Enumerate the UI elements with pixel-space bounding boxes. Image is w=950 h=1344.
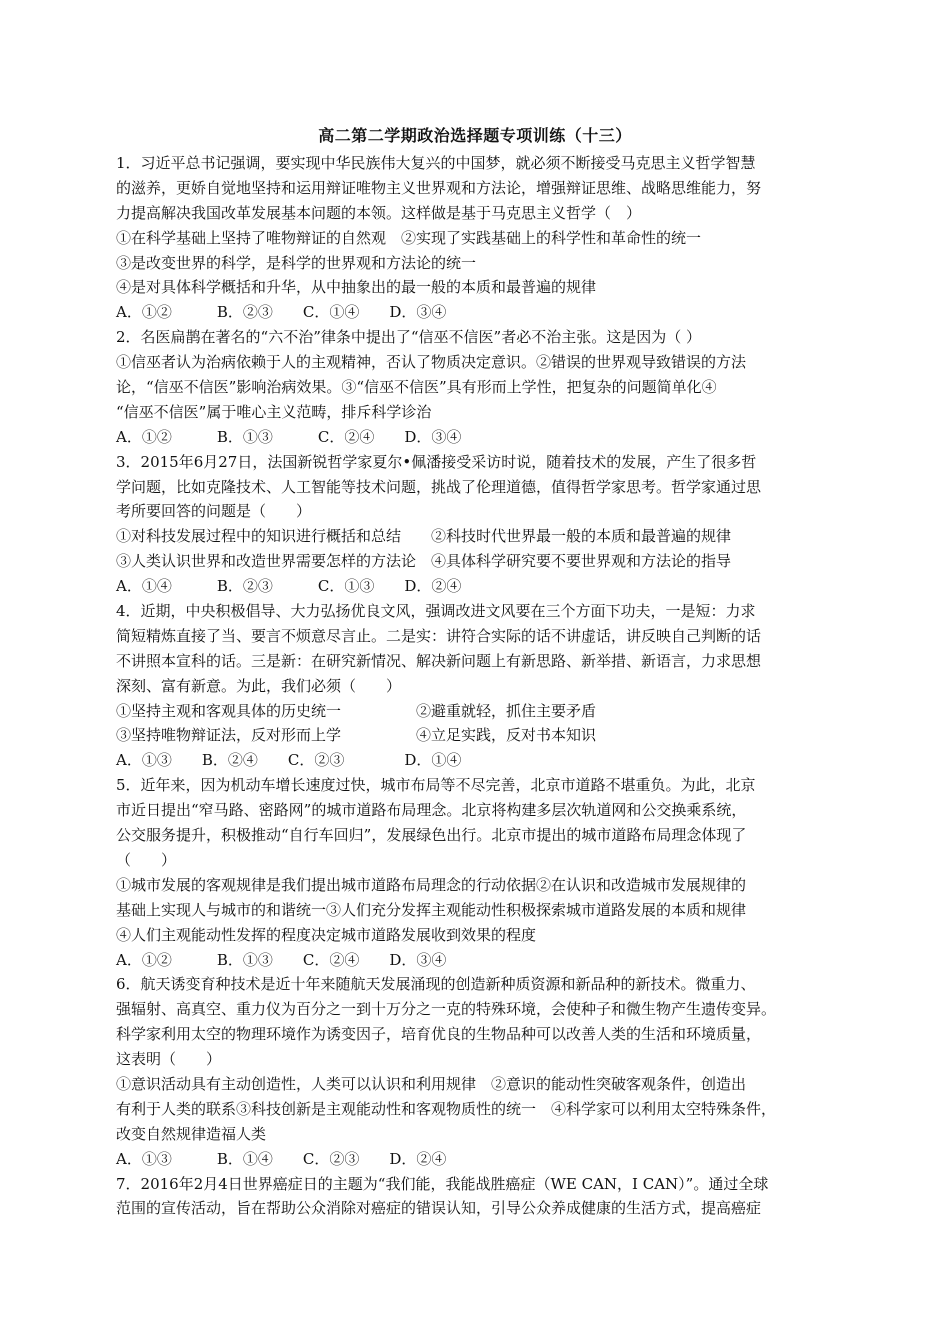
text-line: ④人们主观能动性发挥的程度决定城市道路发展收到效果的程度: [116, 925, 537, 944]
text-line: 有利于人类的联系③科技创新是主观能动性和客观物质性的统一 ④科学家可以利用太空特殊条件，: [116, 1099, 777, 1118]
page-title: 高二第二学期政治选择题专项训练（十三）: [318, 126, 632, 145]
text-line: 论，“信巫不信医”影响治病效果。③“信巫不信医”具有形而上学性，把复杂的问题简单化④: [116, 378, 717, 397]
text-line: 6．航天诱变育种技术是近十年来随航天发展涌现的创造新种质资源和新品种的新技术。微重力、: [116, 975, 756, 994]
text-line: 2．名医扁鹊在著名的“六不治”律条中提出了“信巫不信医”者必不治主张。这是因为（ ）: [116, 328, 701, 347]
text-line: 7．2016年2月4日世界癌症日的主题为“我们能，我能战胜癌症（WE CAN，I CAN）”。通过全球: [116, 1174, 769, 1193]
text-line: 考所要回答的问题是（ ）: [116, 502, 312, 521]
answer-options: A．①③ B．①④ C．②③ D．②④: [116, 1149, 447, 1168]
question-body: [116, 151, 846, 1221]
text-line: ③是改变世界的科学，是科学的世界观和方法论的统一: [116, 253, 477, 272]
text-line: 简短精炼直接了当、要言不烦意尽言止。二是实：讲符合实际的话不讲虚话，讲反映自己判断的话: [116, 626, 762, 645]
text-line: 科学家利用太空的物理环境作为诱变因子，培育优良的生物品种可以改善人类的生活和环境质量，: [116, 1025, 762, 1044]
text-line: 不讲照本宣科的话。三是新：在研究新情况、解决新问题上有新思路、新举措、新语言，力求思想: [116, 651, 762, 670]
text-line: 1．习近平总书记强调，要实现中华民族伟大复兴的中国梦，就必须不断接受马克思主义哲学智慧: [116, 154, 756, 172]
text-line: ①对科技发展过程中的知识进行概括和总结 ②科技时代世界最一般的本质和最普遍的规律: [116, 527, 732, 546]
answer-options: A．①② B．①③ C．②④ D．③④: [116, 427, 462, 446]
text-line: ①意识活动具有主动创造性，人类可以认识和利用规律 ②意识的能动性突破客观条件，创造出: [116, 1074, 747, 1093]
text-line: 这表明（ ）: [116, 1050, 222, 1069]
text-line: ①在科学基础上坚持了唯物辩证的自然观 ②实现了实践基础上的科学性和革命性的统一: [116, 228, 702, 247]
text-line: ③人类认识世界和改造世界需要怎样的方法论 ④具体科学研究要不要世界观和方法论的指导: [116, 552, 732, 571]
text-line: 的滋养，更娇自觉地坚持和运用辩证唯物主义世界观和方法论，增强辩证思维、战略思维能力，努: [116, 178, 762, 197]
text-line: ①信巫者认为治病依赖于人的主观精神，否认了物质决定意识。②错误的世界观导致错误的方法: [116, 353, 747, 372]
answer-options: A．①② B．①③ C．②④ D．③④: [116, 950, 447, 969]
text-line: （ ）: [116, 850, 177, 869]
answer-options: A．①② B．②③ C．①④ D．③④: [116, 303, 447, 322]
text-line: 基础上实现人与城市的和谐统一③人们充分发挥主观能动性积极探索城市道路发展的本质和规律: [116, 900, 747, 919]
answer-options: A．①④ B．②③ C．①③ D．②④: [116, 577, 462, 596]
text-line: 强辐射、高真空、重力仪为百分之一到十万分之一克的特殊环境，会使种子和微生物产生遗传变异。: [116, 1000, 777, 1019]
text-line: ③坚持唯物辩证法，反对形而上学 ④立足实践，反对书本知识: [116, 726, 597, 745]
text-line: ①城市发展的客观规律是我们提出城市道路布局理念的行动依据②在认识和改造城市发展规律的: [116, 875, 747, 894]
answer-options: A．①③ B．②④ C．②③ D．①④: [116, 751, 462, 770]
text-line: ④是对具体科学概括和升华，从中抽象出的最一般的本质和最普遍的规律: [116, 278, 597, 297]
text-line: 学问题，比如克隆技术、人工智能等技术问题，挑战了伦理道德，值得哲学家思考。哲学家通过思: [116, 477, 762, 496]
text-line: 3．2015年6月27日，法国新锐哲学家夏尔•佩潘接受采访时说，随着技术的发展，产生了很多哲: [116, 452, 757, 471]
text-line: 公交服务提升，积极推动“自行车回归”，发展绿色出行。北京市提出的城市道路布局理念体现了: [116, 826, 747, 845]
text-line: 5．近年来，因为机动车增长速度过快，城市布局等不尽完善，北京市道路不堪重负。为此，北京: [116, 776, 756, 795]
text-line: 4．近期，中央积极倡导、大力弘扬优良文风，强调改进文风要在三个方面下功夫，一是短：力求: [116, 602, 756, 621]
text-line: ①坚持主观和客观具体的历史统一 ②避重就轻，抓住主要矛盾: [116, 701, 597, 720]
text-line: “信巫不信医”属于唯心主义范畴，排斥科学诊治: [116, 402, 432, 421]
text-line: 深刻、富有新意。为此，我们必须（ ）: [116, 676, 402, 695]
text-line: 力提高解决我国改革发展基本问题的本领。这样做是基于马克思主义哲学（ ）: [116, 203, 642, 222]
text-line: 改变自然规律造福人类: [116, 1124, 267, 1143]
text-line: 范围的宣传活动，旨在帮助公众消除对癌症的错误认知，引导公众养成健康的生活方式，提高癌症: [116, 1199, 762, 1218]
text-line: 市近日提出“窄马路、密路网”的城市道路布局理念。北京将构建多层次轨道网和公交换乘系统，: [116, 801, 747, 820]
